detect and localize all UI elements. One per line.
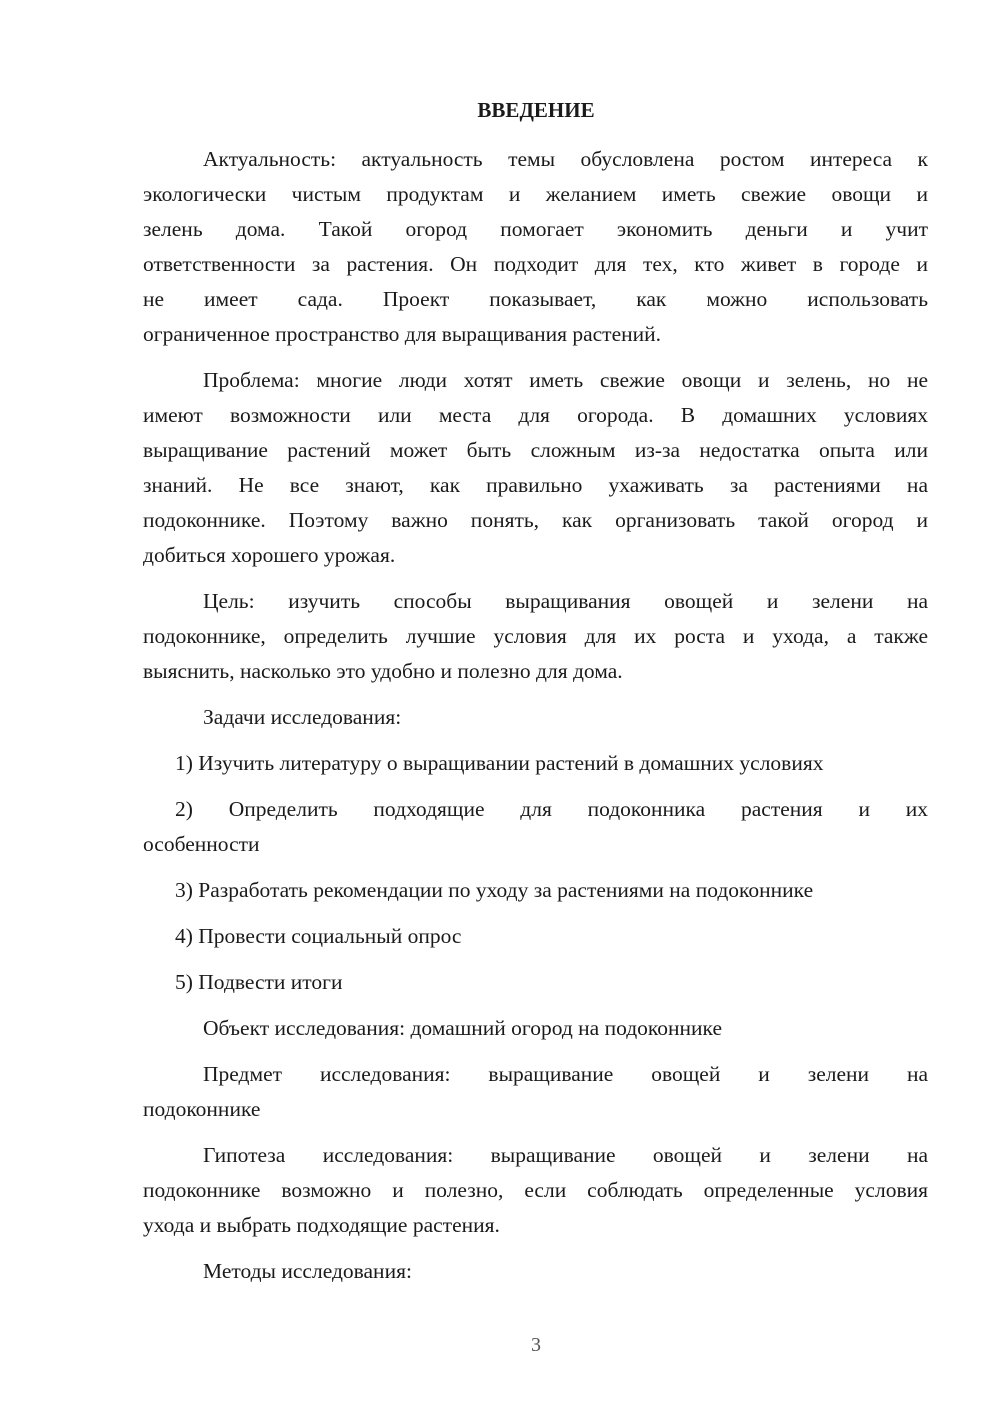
text-line: экологически чистым продуктам и желанием иметь свежие овощи и: [143, 182, 928, 206]
paragraph: [143, 700, 928, 735]
paragraph: [143, 584, 928, 689]
text-line: Методы исследования:: [203, 1259, 412, 1283]
list-item: [143, 919, 928, 954]
text-line: особенности: [143, 832, 260, 856]
list-item: [143, 746, 928, 781]
paragraph: [143, 1254, 928, 1289]
text-line: Проблема: многие люди хотят иметь свежие овощи и зелень, но не: [203, 368, 928, 392]
text-line: ограниченное пространство для выращивания растений.: [143, 322, 662, 346]
text-line: Актуальность: актуальность темы обусловлена ростом интереса к: [203, 147, 928, 171]
page-number: 3: [531, 1334, 541, 1356]
text-line: знаний. Не все знают, как правильно ухаживать за растениями на: [143, 473, 928, 497]
paragraph: [143, 363, 928, 573]
text-line: Предмет исследования: выращивание овощей и зелени на: [203, 1062, 928, 1086]
paragraph: [143, 1011, 928, 1046]
text-line: Объект исследования: домашний огород на подоконнике: [203, 1016, 722, 1040]
text-line: 5) Подвести итоги: [175, 970, 343, 994]
text-line: 1) Изучить литературу о выращивании растений в домашних условиях: [175, 751, 824, 775]
document-body: [143, 142, 928, 1300]
text-line: 2) Определить подходящие для подоконника растения и их: [175, 797, 928, 821]
text-line: подоконнике, определить лучшие условия для их роста и ухода, а также: [143, 624, 928, 648]
text-line: ухода и выбрать подходящие растения.: [143, 1213, 500, 1237]
section-heading: ВВЕДЕНИЕ: [477, 98, 595, 122]
text-line: зелень дома. Такой огород помогает экономить деньги и учит: [143, 217, 928, 241]
text-line: 3) Разработать рекомендации по уходу за растениями на подоконнике: [175, 878, 814, 902]
paragraph: [143, 1138, 928, 1243]
text-line: выяснить, насколько это удобно и полезно для дома.: [143, 659, 623, 683]
paragraph: [143, 1057, 928, 1127]
text-line: Задачи исследования:: [203, 705, 402, 729]
list-item: [143, 792, 928, 862]
text-line: подоконнике возможно и полезно, если соблюдать определенные условия: [143, 1178, 928, 1202]
list-item: [143, 873, 928, 908]
text-line: ответственности за растения. Он подходит для тех, кто живет в городе и: [143, 252, 928, 276]
paragraph: [143, 142, 928, 352]
text-line: выращивание растений может быть сложным из-за недостатка опыта или: [143, 438, 928, 462]
text-line: добиться хорошего урожая.: [143, 543, 396, 567]
text-line: подоконнике: [143, 1097, 261, 1121]
text-line: имеют возможности или места для огорода. В домашних условиях: [143, 403, 928, 427]
text-line: подоконнике. Поэтому важно понять, как организовать такой огород и: [143, 508, 928, 532]
text-line: 4) Провести социальный опрос: [175, 924, 462, 948]
list-item: [143, 965, 928, 1000]
text-line: Цель: изучить способы выращивания овощей и зелени на: [203, 589, 928, 613]
text-line: не имеет сада. Проект показывает, как можно использовать: [143, 287, 928, 311]
text-line: Гипотеза исследования: выращивание овощей и зелени на: [203, 1143, 928, 1167]
